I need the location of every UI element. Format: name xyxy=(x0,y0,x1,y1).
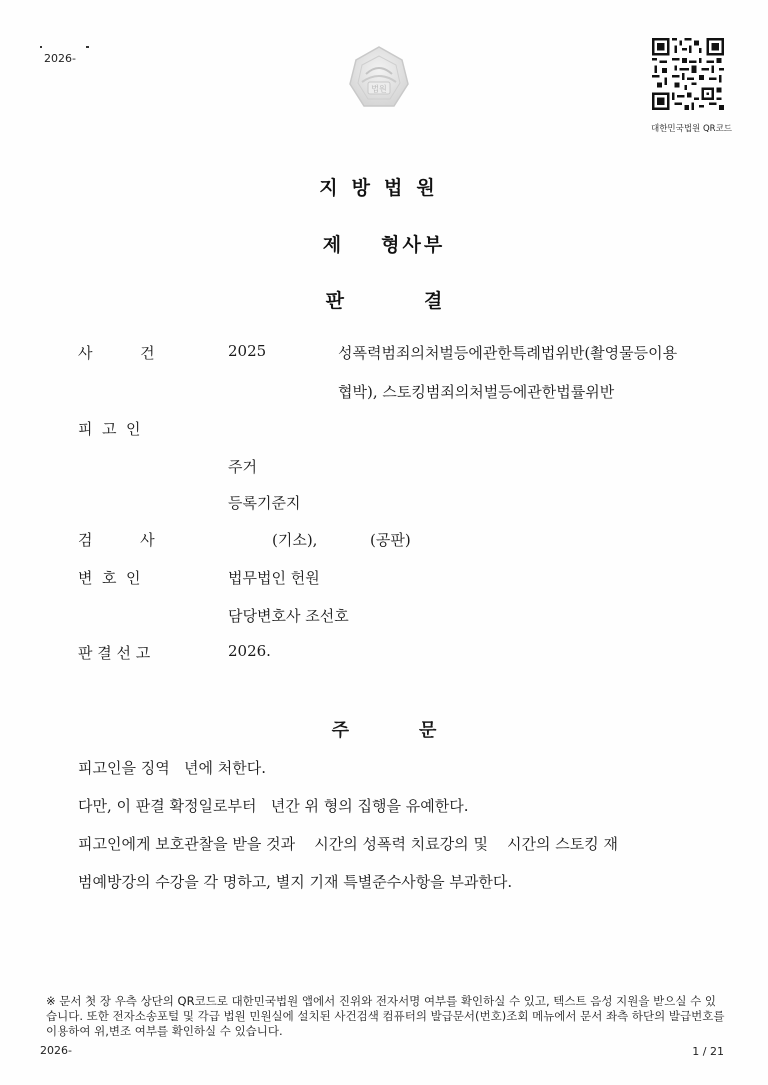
law-firm: 법무법인 헌원 xyxy=(228,569,320,587)
judgment-title xyxy=(0,286,768,313)
verification-notice: ※ 문서 첫 장 우측 상단의 QR코드로 대한민국법원 앱에서 진위와 전자서명 여부를 확인하실 수 있고, 텍스트 음성 지원을 받으실 수 있습니다. 또한 전자소송포털 및 각급 법원 민원실에 설치된 사건검색 컴퓨터의 발급문서(번호)조회 메뉴에서 문서 좌측 하단의 발급번호를 이용하여 위,변조 여부를 확인하실 수 있습니다. xyxy=(46,994,725,1038)
sentence-date-label: 판 결 선 고 xyxy=(78,644,151,662)
order-line-4: 범예방강의 수강을 각 명하고, 별지 기재 특별준수사항을 부과한다. xyxy=(78,873,513,891)
case-title-line1: 성폭력범죄의처벌등에관한특례법위반(촬영물등이용 xyxy=(338,344,678,362)
case-title-line2: 협박), 스토킹범죄의처벌등에관한법률위반 xyxy=(338,383,615,401)
qr-caption: 대한민국법원 QR코드 xyxy=(651,124,732,134)
division-title xyxy=(0,230,768,257)
attorney-name: 담당변호사 조선호 xyxy=(228,607,349,625)
header-doc-number: 2026- xyxy=(44,52,76,65)
seal-text: 법원 xyxy=(371,84,387,94)
sentence-date: 2026. xyxy=(228,642,271,660)
page-number: 1 / 21 xyxy=(692,1045,724,1058)
prosecutor-trial: (공판) xyxy=(370,531,411,549)
judgment-title-b: 결 xyxy=(424,290,443,312)
case-number: 2025 xyxy=(228,342,267,360)
defendant-label: 피 고 인 xyxy=(78,420,141,438)
registration-label: 등록기준지 xyxy=(228,494,301,512)
order-line-2: 다만, 이 판결 확정일로부터 년간 위 형의 집행을 유예한다. xyxy=(78,797,469,815)
qr-code-icon[interactable] xyxy=(652,38,724,110)
division-title-prefix: 제 xyxy=(322,234,342,256)
header-mark-dot xyxy=(86,46,89,48)
order-line-3: 피고인에게 보호관찰을 받을 것과 시간의 성폭력 치료강의 및 시간의 스토킹 재 xyxy=(78,835,618,853)
prosecutor-label: 검 사 xyxy=(78,531,155,549)
order-heading xyxy=(0,716,768,742)
court-seal-icon xyxy=(344,44,414,114)
judgment-title-a: 판 xyxy=(325,290,344,312)
court-title: 지방법원 xyxy=(319,177,449,199)
order-heading-b: 문 xyxy=(419,720,437,741)
header-mark-dot xyxy=(40,46,42,48)
footer-doc-number: 2026- xyxy=(40,1044,72,1057)
order-heading-a: 주 xyxy=(331,720,349,741)
case-label: 사 건 xyxy=(78,344,155,362)
order-line-1: 피고인을 징역 년에 처한다. xyxy=(78,759,266,777)
division-title-name: 형사부 xyxy=(381,234,446,256)
residence-label: 주거 xyxy=(228,458,257,476)
counsel-label: 변 호 인 xyxy=(78,569,141,587)
prosecutor-indict: (기소), xyxy=(272,531,318,549)
